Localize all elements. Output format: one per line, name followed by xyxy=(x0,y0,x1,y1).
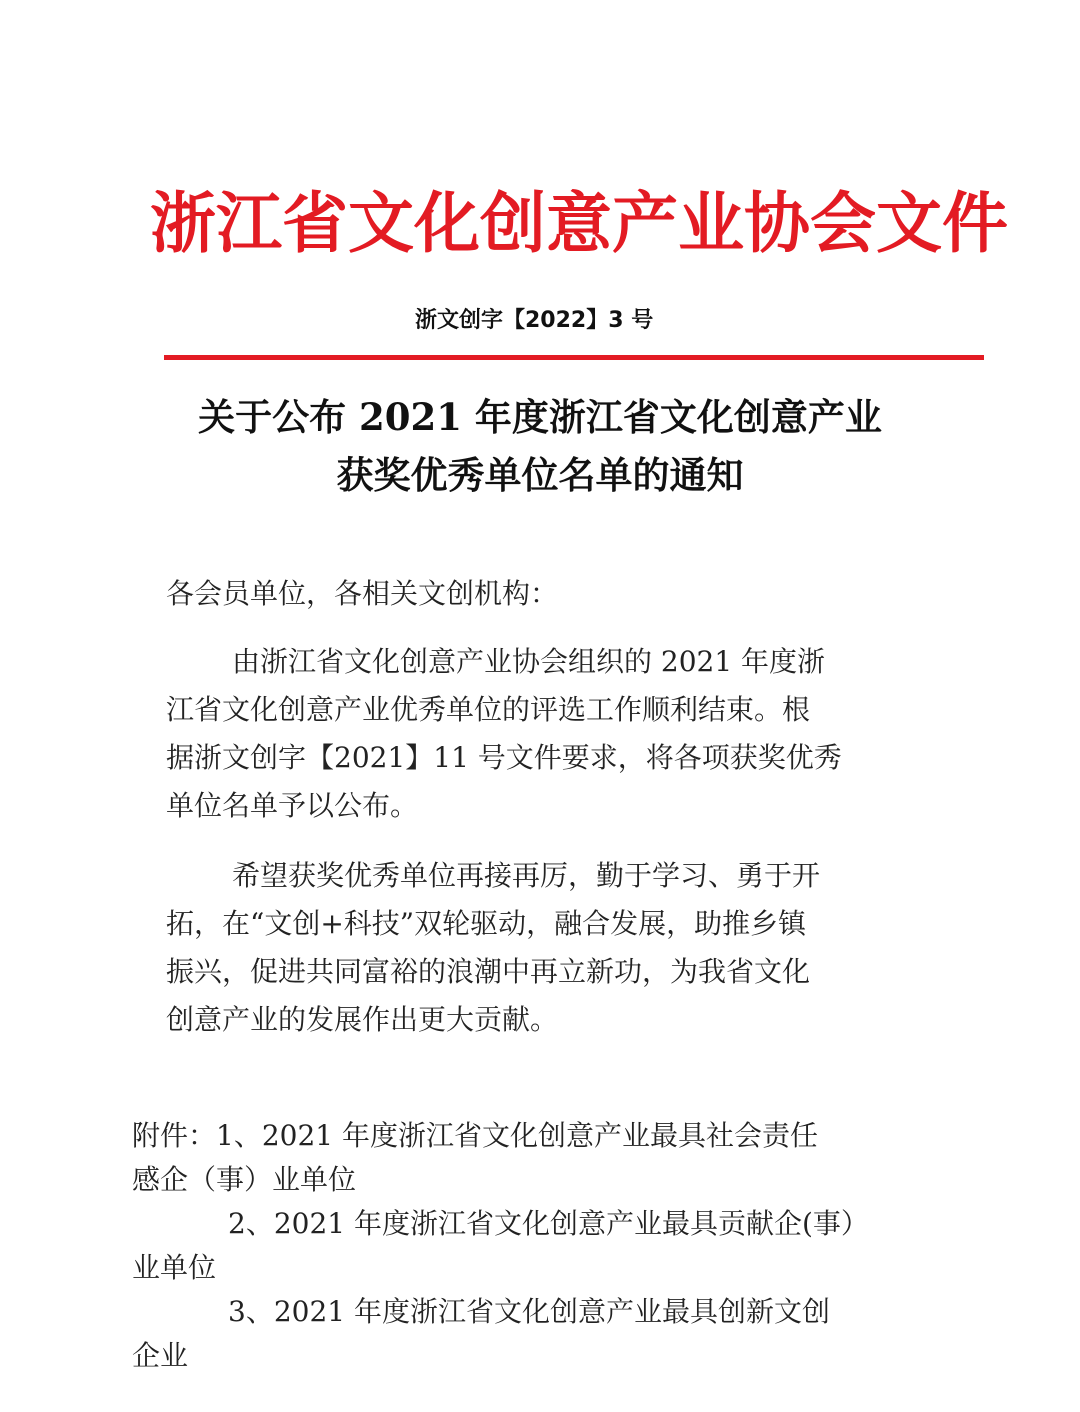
notice-title xyxy=(140,388,940,504)
attachment-item-1-line-2: 感企（事）业单位 xyxy=(132,1163,357,1196)
notice-title-line-2: 获奖优秀单位名单的通知 xyxy=(336,453,744,497)
paragraph-line: 振兴，促进共同富裕的浪潮中再立新功，为我省文化 xyxy=(166,955,811,988)
paragraph-line: 江省文化创意产业优秀单位的评选工作顺利结束。根 xyxy=(166,693,811,726)
paragraph-line: 据浙文创字【2021】11 号文件要求，将各项获奖优秀 xyxy=(166,741,842,774)
paragraph-line: 由浙江省文化创意产业协会组织的 2021 年度浙 xyxy=(232,645,826,678)
organization-header-title: 浙江省文化创意产业协会文件 xyxy=(150,184,1008,262)
body-paragraph-1 xyxy=(166,638,926,830)
attachments-list xyxy=(132,1114,932,1378)
attachment-item-2-line-2: 业单位 xyxy=(132,1251,217,1284)
attachment-item-1-line-1: 附件：1、2021 年度浙江省文化创意产业最具社会责任 xyxy=(132,1119,818,1152)
paragraph-line: 拓，在“文创+科技”双轮驱动，融合发展，助推乡镇 xyxy=(166,907,807,940)
paragraph-line: 希望获奖优秀单位再接再厉，勤于学习、勇于开 xyxy=(232,859,821,892)
salutation: 各会员单位，各相关文创机构： xyxy=(166,577,559,610)
notice-title-line-1: 关于公布 2021 年度浙江省文化创意产业 xyxy=(198,395,882,439)
red-divider-line xyxy=(164,355,984,360)
body-paragraph-2 xyxy=(166,852,926,1044)
paragraph-line: 单位名单予以公布。 xyxy=(166,789,419,822)
document-number: 浙文创字【2022】3 号 xyxy=(415,308,654,333)
attachment-item-3-line-2: 企业 xyxy=(132,1339,189,1372)
paragraph-line: 创意产业的发展作出更大贡献。 xyxy=(166,1003,559,1036)
attachment-item-3-line-1: 3、2021 年度浙江省文化创意产业最具创新文创 xyxy=(228,1295,830,1328)
attachment-item-2-line-1: 2、2021 年度浙江省文化创意产业最具贡献企(事） xyxy=(228,1207,869,1240)
